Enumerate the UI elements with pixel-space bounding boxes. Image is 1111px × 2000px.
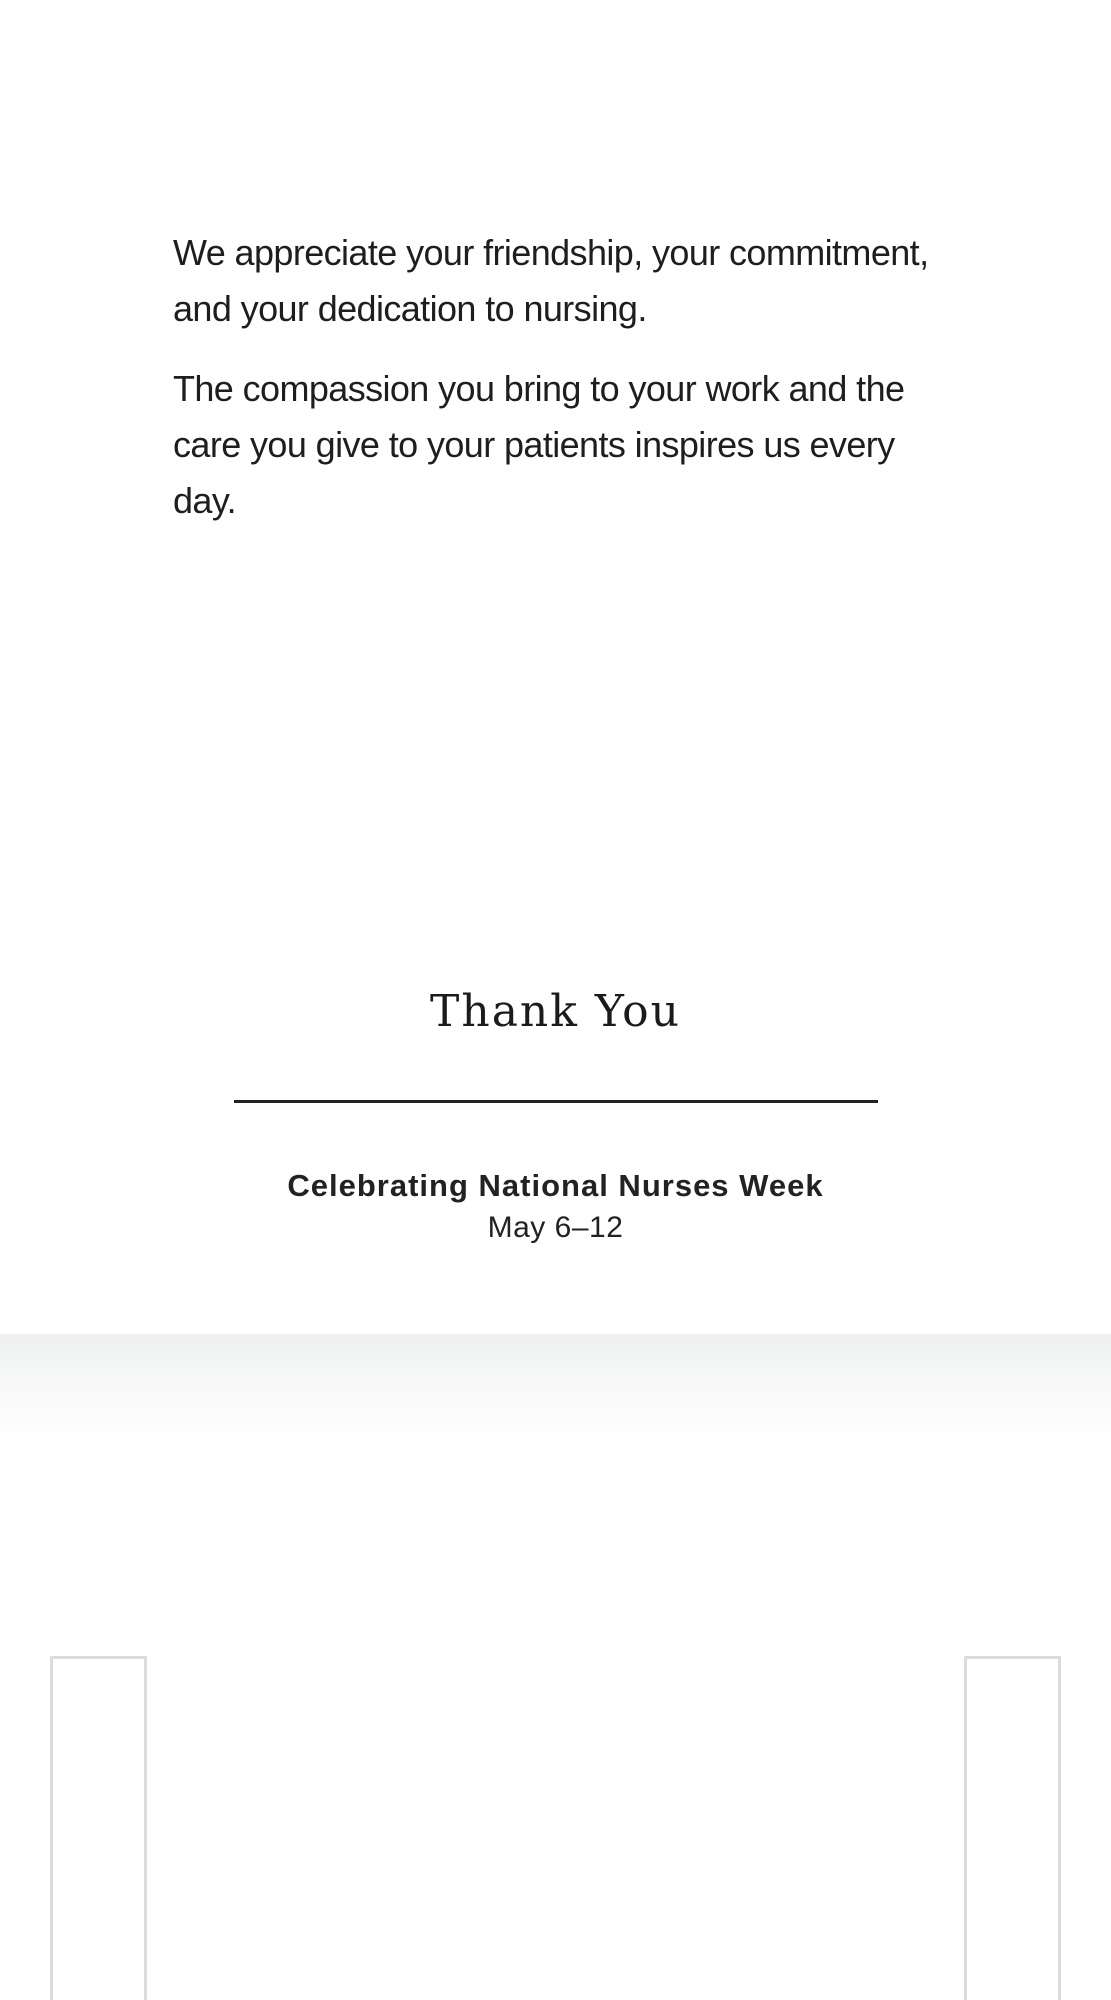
heading-divider: [234, 1100, 878, 1103]
message-paragraph-compassion: The compassion you bring to your work and the care you give to your patients inspires us every day.: [173, 368, 905, 521]
thank-you-heading: Thank You: [430, 986, 681, 1037]
message-block: [173, 225, 963, 529]
right-outline-frame: [964, 1656, 1061, 2000]
left-outline-frame: [50, 1656, 147, 2000]
message-paragraph-appreciation: We appreciate your friendship, your commitment, and your dedication to nursing.: [173, 232, 929, 329]
event-dates: May 6–12: [487, 1211, 624, 1244]
lower-background-panel: [0, 1334, 1111, 2000]
event-name: Celebrating National Nurses Week: [287, 1168, 824, 1203]
